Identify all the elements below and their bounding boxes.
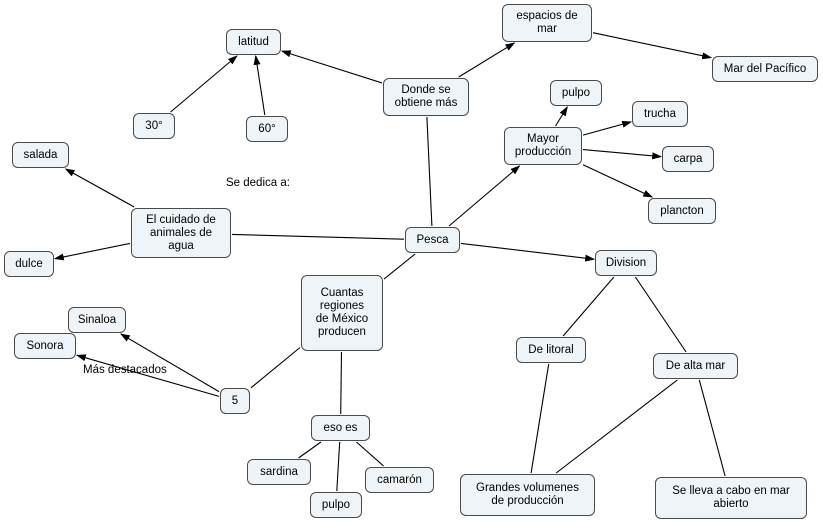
node-sellevaacabo[interactable]: Se lleva a cabo en mar abierto [655,477,807,519]
edge-cinco-to-sinaloa [121,334,219,392]
node-grandes[interactable]: Grandes volumenes de producción [460,474,595,516]
node-pulpo1[interactable]: pulpo [550,80,602,106]
node-donde[interactable]: Donde se obtiene más [383,78,469,116]
node-division[interactable]: Division [595,250,657,276]
edge-delitoral-to-grandes [531,364,549,473]
edge-grados30-to-latitud [171,56,237,112]
edge-mayorprod-to-trucha [583,122,631,135]
node-grados60[interactable]: 60° [246,116,288,142]
node-esoes[interactable]: eso es [311,415,370,441]
edge-donde-to-espacios [459,43,515,77]
node-delitoral[interactable]: De litoral [516,337,586,363]
edge-pesca-to-cuantas [384,254,415,279]
edge-cuantas-to-cinco [251,348,300,388]
edge-cuantas-to-esoes [341,352,342,414]
node-sonora[interactable]: Sonora [14,333,76,359]
edge-espacios-to-marpacifico [593,33,711,58]
edge-mayorprod-to-plancton [583,165,652,197]
edge-donde-to-latitud [282,51,382,83]
edge-esoes-to-sardina [299,442,321,458]
edge-pesca-to-donde [427,117,432,226]
edge-pesca-to-mayorprod [449,166,520,226]
node-camaron[interactable]: camarón [365,467,434,493]
edge-pesca-to-cuidado [232,234,404,239]
label-masdestacados: Más destacados [83,364,167,376]
edge-cuidado-to-dulce [55,243,130,258]
node-dulce[interactable]: dulce [4,251,54,277]
node-pulpo2[interactable]: pulpo [310,492,362,518]
edge-grados60-to-latitud [256,56,265,115]
edge-esoes-to-pulpo2 [337,442,340,491]
node-plancton[interactable]: plancton [648,198,716,224]
edge-mayorprod-to-pulpo1 [556,107,568,126]
node-latitud[interactable]: latitud [226,29,281,55]
edge-division-to-delitoral [563,277,614,336]
edge-mayorprod-to-carpa [583,150,661,157]
node-sinaloa[interactable]: Sinaloa [68,307,126,333]
node-mayorprod[interactable]: Mayor producción [504,127,582,165]
node-trucha[interactable]: trucha [632,101,688,127]
node-cuidado[interactable]: El cuidado de animales de agua [131,208,231,258]
node-grados30[interactable]: 30° [133,113,175,139]
node-sardina[interactable]: sardina [247,459,311,485]
edge-cuidado-to-salada [66,169,135,207]
edge-pesca-to-division [461,243,594,259]
node-carpa[interactable]: carpa [662,146,714,172]
node-espacios[interactable]: espacios de mar [502,4,592,42]
edge-dealtamar-to-grandes [556,380,677,473]
edge-dealtamar-to-sellevaacabo [699,380,725,476]
node-cuantas[interactable]: Cuantas regiones de México producen [301,275,383,351]
edge-division-to-dealtamar [635,277,686,352]
edge-esoes-to-camaron [356,442,383,466]
node-salada[interactable]: salada [12,142,69,168]
node-marpacifico[interactable]: Mar del Pacífico [712,56,818,82]
label-sededicaa: Se dedica a: [226,177,290,189]
node-pesca[interactable]: Pesca [405,227,460,253]
node-dealtamar[interactable]: De alta mar [653,353,738,379]
node-cinco[interactable]: 5 [220,388,250,414]
